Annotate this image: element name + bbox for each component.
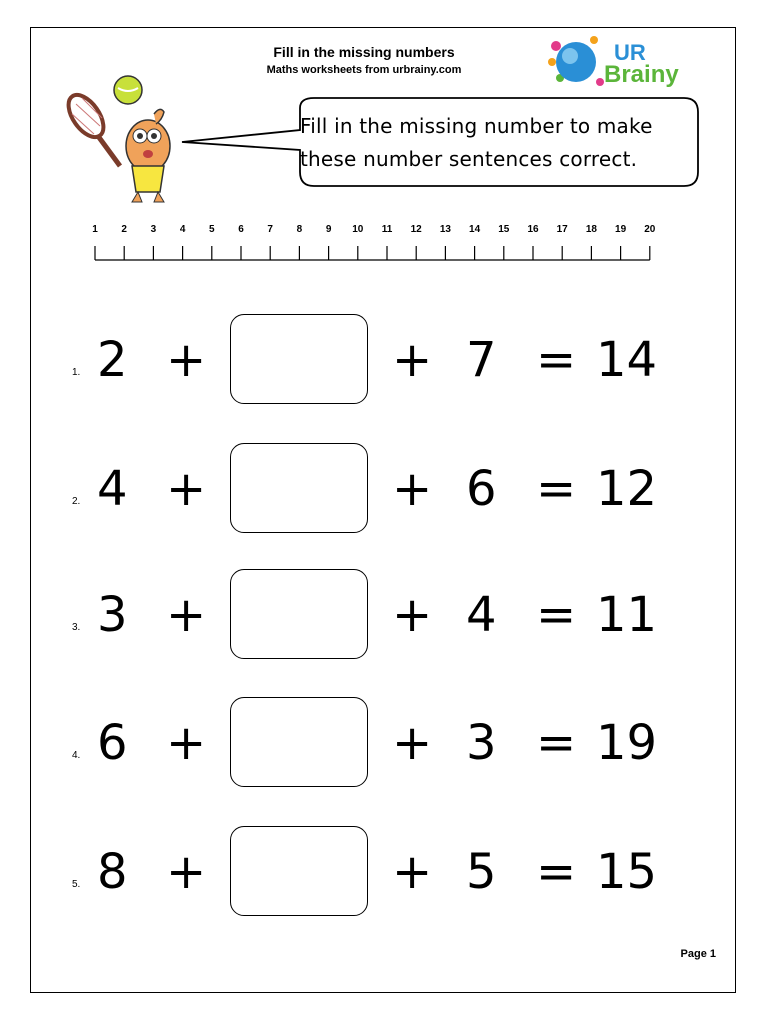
- number-line-label: 19: [615, 224, 627, 235]
- number-line-label: 13: [439, 224, 451, 235]
- missing-number-box[interactable]: [230, 697, 368, 787]
- number-line-label: 7: [267, 224, 273, 235]
- number-line-label: 12: [410, 224, 422, 235]
- equals-sign: =: [536, 715, 577, 771]
- plus-sign: +: [166, 461, 207, 517]
- plus-sign: +: [392, 587, 433, 643]
- equation-result: 12: [596, 461, 658, 517]
- plus-sign: +: [392, 844, 433, 900]
- equation-row: [0, 826, 768, 926]
- equation-result: 14: [596, 332, 658, 388]
- number-line-label: 3: [150, 224, 157, 235]
- plus-sign: +: [392, 461, 433, 517]
- number-line-label: 2: [121, 224, 127, 235]
- page-number: Page 1: [680, 948, 716, 960]
- instruction-line-1: Fill in the missing number to make: [300, 114, 653, 138]
- addend-first: 6: [97, 715, 128, 771]
- plus-sign: +: [166, 715, 207, 771]
- number-line-label: 11: [381, 224, 393, 235]
- number-line-label: 20: [644, 224, 656, 235]
- equation-result: 15: [596, 844, 658, 900]
- plus-sign: +: [392, 332, 433, 388]
- addend-first: 4: [97, 461, 128, 517]
- number-line-label: 4: [179, 224, 186, 235]
- number-line-label: 6: [238, 224, 244, 235]
- instruction-line-2: these number sentences correct.: [300, 147, 638, 171]
- equation-number: 3.: [72, 622, 81, 633]
- equation-row: [0, 443, 768, 543]
- logo-brainy-text: Brainy: [604, 61, 679, 88]
- equals-sign: =: [536, 844, 577, 900]
- missing-number-box[interactable]: [230, 443, 368, 533]
- missing-number-box[interactable]: [230, 314, 368, 404]
- number-line-label: 15: [498, 224, 510, 235]
- plus-sign: +: [166, 587, 207, 643]
- addend-second: 3: [466, 715, 497, 771]
- equation-row: [0, 569, 768, 669]
- addend-first: 2: [97, 332, 128, 388]
- addend-first: 8: [97, 844, 128, 900]
- number-line-label: 17: [556, 224, 568, 235]
- addend-second: 6: [466, 461, 497, 517]
- addend-first: 3: [97, 587, 128, 643]
- equation-row: [0, 314, 768, 414]
- addend-second: 7: [466, 332, 497, 388]
- plus-sign: +: [392, 715, 433, 771]
- addend-second: 4: [466, 587, 497, 643]
- missing-number-box[interactable]: [230, 569, 368, 659]
- number-line-label: 16: [527, 224, 539, 235]
- number-line-label: 8: [296, 224, 303, 235]
- equation-number: 4.: [72, 750, 81, 761]
- equation-number: 2.: [72, 496, 81, 507]
- instruction-text: [300, 110, 690, 176]
- worksheet-title: Fill in the missing numbers: [273, 44, 455, 60]
- equation-number: 5.: [72, 879, 81, 890]
- number-line: [0, 218, 768, 268]
- number-line-label: 10: [352, 224, 364, 235]
- number-line-label: 9: [325, 224, 332, 235]
- logo-ur-text: UR: [614, 40, 646, 65]
- plus-sign: +: [166, 332, 207, 388]
- equation-number: 1.: [72, 367, 81, 378]
- equation-row: [0, 697, 768, 797]
- missing-number-box[interactable]: [230, 826, 368, 916]
- number-line-label: 18: [585, 224, 597, 235]
- equals-sign: =: [536, 332, 577, 388]
- equals-sign: =: [536, 587, 577, 643]
- equation-result: 11: [596, 587, 658, 643]
- worksheet-subtitle: Maths worksheets from urbrainy.com: [266, 64, 462, 76]
- number-line-label: 14: [469, 224, 481, 235]
- addend-second: 5: [466, 844, 497, 900]
- number-line-label: 1: [92, 224, 98, 235]
- tennis-racket-icon: [62, 89, 120, 166]
- urbrainy-logo: [544, 32, 694, 92]
- plus-sign: +: [166, 844, 207, 900]
- equals-sign: =: [536, 461, 577, 517]
- equation-result: 19: [596, 715, 658, 771]
- number-line-label: 5: [209, 224, 215, 235]
